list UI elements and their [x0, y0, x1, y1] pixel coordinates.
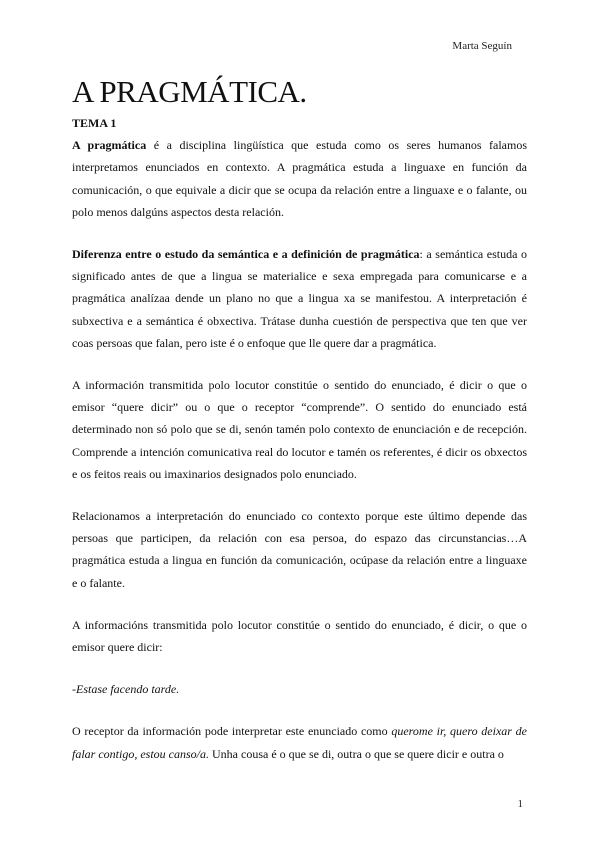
example-text: -Estase facendo tarde.: [72, 682, 180, 697]
paragraph-context: Relacionamos a interpretación do enunciado co contexto porque este último depende das persoas que participen, da relación con esa persoa, do espazo das circunstancias…A pragmática estuda a lingua en función da comunicación, ocúpase da relación entre a linguaxe e o falante.: [72, 509, 527, 590]
paragraph-emitter: A informacións transmitida polo locutor constitúe o sentido do enunciado, é dicir, o que o emisor quere dicir:: [72, 617, 527, 655]
page-number: 1: [517, 798, 523, 810]
paragraph-information-sense: A información transmitida polo locutor constitúe o sentido do enunciado, é dicir o que o emisor “quere dicir” ou o que o receptor “comprende”. O sentido do enunciado está determinado non só polo que se di, senón tamén polo contexto de enunciación e de recepción. Comprende a intención comunicativa real do locutor e tamén os referentes, é dicir os obxectos e os feitos reais ou imaxinarios designados polo enunciado.: [72, 378, 527, 481]
paragraph-italic-text: querome ir, quero deixar de falar contigo, estou canso/a.: [72, 724, 527, 761]
page-title: A PRAGMÁTICA.: [72, 74, 307, 109]
paragraph-text: : a semántica estuda o significado antes de que a lingua se materialice e sexa empregada para comunicarse e a pragmática analízaa dende un plano no que a lingua xa se manifestou. A interpretación é subxectiva e a semántica é obxectiva. Trátase dunha cuestión de perspectiva que ten que ver coas persoas que falan, pero iste é o enfoque que lle quere dar a pragmática.: [72, 247, 527, 350]
paragraph-semantics-vs-pragmatics: [72, 243, 527, 354]
paragraph-lead: A pragmática: [72, 138, 147, 153]
document-body: [72, 112, 527, 785]
paragraph-interpretation: [72, 720, 527, 764]
header-author: Marta Seguín: [452, 40, 512, 52]
paragraph-definition: [72, 134, 527, 223]
paragraph-text: O receptor da información pode interpretar este enunciado como: [72, 724, 392, 739]
paragraph-lead: Diferenza entre o estudo da semántica e a definición de pragmática: [72, 247, 420, 262]
example-sentence: [72, 678, 527, 700]
section-heading: TEMA 1: [72, 116, 117, 130]
paragraph-text: é a disciplina lingüística que estuda como os seres humanos falamos interpretamos enunciados en contexto. A pragmática estuda a linguaxe en función da comunicación, o que equivale a dicir que se ocupa da relación entre a linguaxe e o falante, ou polo menos dalgúns aspectos desta relación.: [72, 138, 528, 219]
paragraph-text: Unha cousa é o que se di, outra o que se quere dicir e outra o: [209, 746, 504, 761]
